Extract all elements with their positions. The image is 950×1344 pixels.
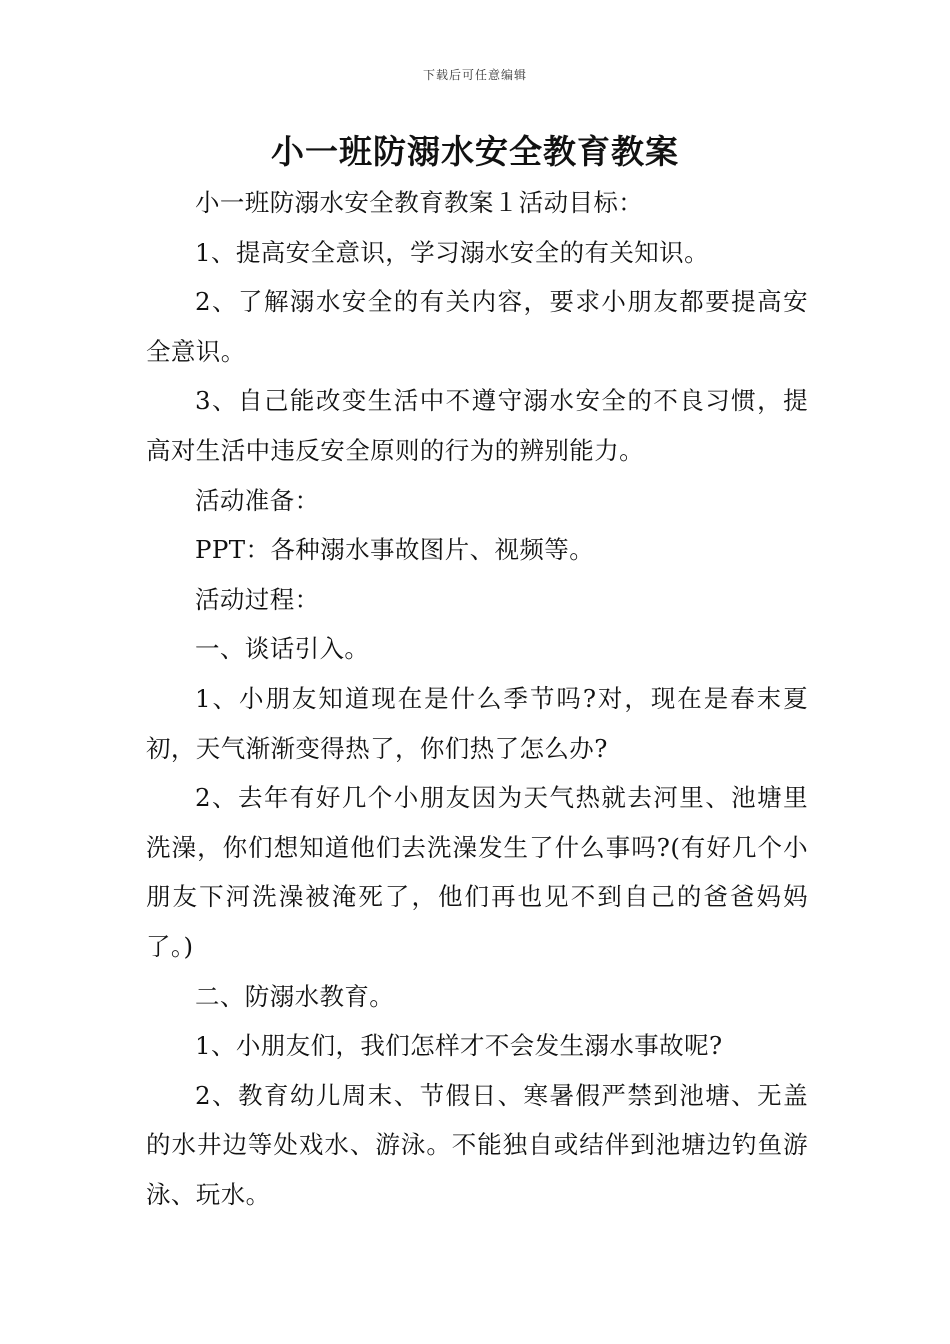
paragraph-section-2-item-1: 1、小朋友们，我们怎样才不会发生溺水事故呢? (195, 1031, 723, 1061)
paragraph-section-2-item-2: 2、教育幼儿周末、节假日、寒暑假严禁到池塘、无盖的水井边等处戏水、游泳。不能独自或结伴到池塘边钓鱼游泳、玩水。 (146, 1080, 808, 1209)
paragraph-preparation-materials: PPT：各种溺水事故图片、视频等。 (195, 535, 595, 565)
paragraph-section-1-item-1: 1、小朋友知道现在是什么季节吗?对，现在是春末夏初，天气渐渐变得热了，你们热了怎么办? (146, 683, 808, 763)
header-note: 下载后可任意编辑 (422, 68, 527, 82)
paragraph-objective-3: 3、自己能改变生活中不遵守溺水安全的不良习惯，提高对生活中违反安全原则的行为的辨别能力。 (146, 386, 808, 465)
paragraph-objectives-heading: 小一班防溺水安全教育教案１活动目标： (195, 188, 644, 217)
paragraph-process-heading: 活动过程： (195, 584, 320, 614)
paragraph-section-1-item-2: 2、去年有好几个小朋友因为天气热就去河里、池塘里洗澡，你们想知道他们去洗澡发生了什么事吗?(有好几个小朋友下河洗澡被淹死了，他们再也见不到自己的爸爸妈妈了。) (146, 783, 808, 961)
document-body (146, 178, 808, 1219)
paragraph-preparation-heading: 活动准备： (195, 485, 320, 515)
paragraph-section-2-heading: 二、防溺水教育。 (195, 981, 395, 1011)
paragraph-objective-1: 1、提高安全意识，学习溺水安全的有关知识。 (195, 237, 709, 267)
paragraph-objective-2: 2、了解溺水安全的有关内容，要求小朋友都要提高安全意识。 (146, 287, 808, 366)
paragraph-section-1-heading: 一、谈话引入。 (195, 634, 370, 664)
document-title: 小一班防溺水安全教育教案 (271, 132, 679, 171)
